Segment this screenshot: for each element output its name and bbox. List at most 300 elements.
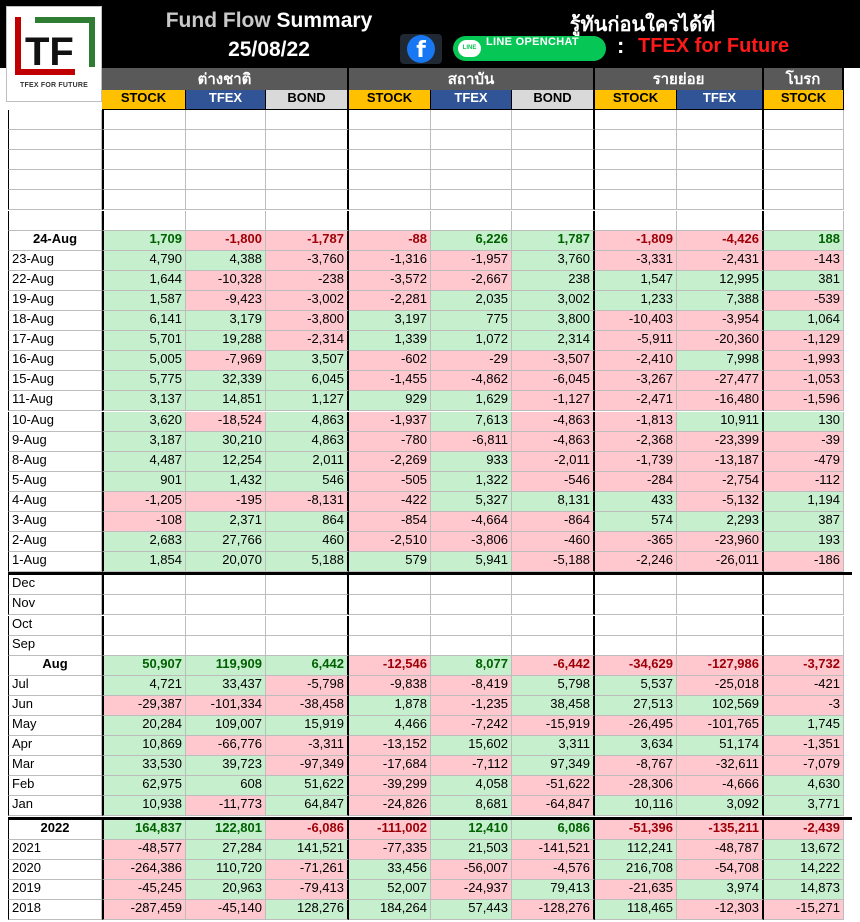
value-cell: -29	[431, 351, 512, 371]
value-cell: 7,998	[677, 351, 764, 371]
row-label: 3-Aug	[8, 512, 102, 532]
value-cell	[512, 170, 595, 190]
value-cell: 12,254	[186, 452, 266, 472]
value-cell	[186, 110, 266, 130]
row-label: 15-Aug	[8, 371, 102, 391]
value-cell: 460	[266, 532, 349, 552]
value-cell: 381	[764, 271, 844, 291]
value-cell: -13,152	[349, 736, 431, 756]
value-cell: -2,281	[349, 291, 431, 311]
value-cell: -24,937	[431, 880, 512, 900]
value-cell: -32,611	[677, 756, 764, 776]
value-cell: 38,458	[512, 696, 595, 716]
value-cell: 2,293	[677, 512, 764, 532]
value-cell	[764, 170, 844, 190]
value-cell: 20,284	[102, 716, 186, 736]
value-cell: -11,773	[186, 796, 266, 816]
title-word-summary: Summary	[276, 9, 373, 32]
value-cell	[512, 636, 595, 656]
table-row	[8, 412, 852, 432]
value-cell	[764, 110, 844, 130]
value-cell: 6,226	[431, 231, 512, 251]
value-cell: 4,630	[764, 776, 844, 796]
value-cell: -6,045	[512, 371, 595, 391]
value-cell	[266, 110, 349, 130]
value-cell: 13,672	[764, 840, 844, 860]
value-cell: 7,388	[677, 291, 764, 311]
value-cell: -26,011	[677, 552, 764, 572]
value-cell: 1,322	[431, 472, 512, 492]
row-label	[8, 170, 102, 190]
value-cell: 1,709	[102, 231, 186, 251]
value-cell	[595, 636, 677, 656]
value-cell	[431, 636, 512, 656]
value-cell: -505	[349, 472, 431, 492]
value-cell: -864	[512, 512, 595, 532]
value-cell	[595, 211, 677, 231]
value-cell: -7,079	[764, 756, 844, 776]
value-cell: -195	[186, 492, 266, 512]
value-cell: 3,620	[102, 412, 186, 432]
value-cell: 3,507	[266, 351, 349, 371]
value-cell: 52,007	[349, 880, 431, 900]
value-cell: 238	[512, 271, 595, 291]
value-cell: -3,572	[349, 271, 431, 291]
value-cell: 433	[595, 492, 677, 512]
value-cell: 2,314	[512, 331, 595, 351]
value-cell: -141,521	[512, 840, 595, 860]
value-cell: -780	[349, 432, 431, 452]
value-cell: 4,721	[102, 676, 186, 696]
row-label: 24-Aug	[8, 231, 102, 251]
value-cell: -111,002	[349, 820, 431, 840]
value-cell: 3,187	[102, 432, 186, 452]
value-cell: -3,267	[595, 371, 677, 391]
row-label: 9-Aug	[8, 432, 102, 452]
value-cell: 33,530	[102, 756, 186, 776]
value-cell	[431, 110, 512, 130]
value-cell: 5,005	[102, 351, 186, 371]
value-cell: 1,064	[764, 311, 844, 331]
value-cell: -17,684	[349, 756, 431, 776]
table-row	[8, 211, 852, 231]
value-cell: -4,863	[512, 412, 595, 432]
value-cell: 387	[764, 512, 844, 532]
table-row	[8, 736, 852, 756]
value-cell: 14,851	[186, 391, 266, 411]
value-cell: 32,339	[186, 371, 266, 391]
value-cell: -6,086	[266, 820, 349, 840]
value-cell	[764, 636, 844, 656]
row-label: 2018	[8, 900, 102, 920]
value-cell: 102,569	[677, 696, 764, 716]
value-cell: 5,701	[102, 331, 186, 351]
value-cell: -5,911	[595, 331, 677, 351]
column-header-bond-1: BOND	[512, 90, 595, 110]
value-cell: -3,507	[512, 351, 595, 371]
value-cell: 1,233	[595, 291, 677, 311]
value-cell: 130	[764, 412, 844, 432]
line-chat-icon: LINE	[458, 40, 481, 57]
value-cell	[677, 170, 764, 190]
table-row	[8, 776, 852, 796]
value-cell: -9,423	[186, 291, 266, 311]
value-cell	[349, 636, 431, 656]
row-label: 2021	[8, 840, 102, 860]
value-cell	[512, 150, 595, 170]
value-cell: -127,986	[677, 656, 764, 676]
row-label	[8, 211, 102, 231]
value-cell: 3,974	[677, 880, 764, 900]
value-cell: -1,739	[595, 452, 677, 472]
column-header-stock-2: STOCK	[595, 90, 677, 110]
value-cell	[595, 190, 677, 210]
value-cell: 109,007	[186, 716, 266, 736]
value-cell	[266, 211, 349, 231]
value-cell	[431, 575, 512, 595]
value-cell	[764, 575, 844, 595]
table-row	[8, 432, 852, 452]
value-cell	[186, 150, 266, 170]
value-cell: -2,471	[595, 391, 677, 411]
value-cell: 128,276	[266, 900, 349, 920]
value-cell: -27,477	[677, 371, 764, 391]
table-row	[8, 110, 852, 130]
value-cell	[349, 595, 431, 615]
row-label: Dec	[8, 575, 102, 595]
value-cell: -1,316	[349, 251, 431, 271]
value-cell: -460	[512, 532, 595, 552]
line-openchat-button[interactable]	[453, 36, 606, 61]
row-label: 23-Aug	[8, 251, 102, 271]
value-cell: 1,787	[512, 231, 595, 251]
row-label: 2-Aug	[8, 532, 102, 552]
row-label: Jul	[8, 676, 102, 696]
colon-separator: :	[617, 33, 625, 58]
value-cell: -3	[764, 696, 844, 716]
value-cell: -38,458	[266, 696, 349, 716]
value-cell: -1,129	[764, 331, 844, 351]
value-cell: -4,576	[512, 860, 595, 880]
value-cell: 3,002	[512, 291, 595, 311]
value-cell: 64,847	[266, 796, 349, 816]
value-cell: -539	[764, 291, 844, 311]
value-cell	[677, 150, 764, 170]
table-row	[8, 150, 852, 170]
value-cell	[431, 616, 512, 636]
value-cell: -16,480	[677, 391, 764, 411]
value-cell	[431, 130, 512, 150]
table-row	[8, 190, 852, 210]
value-cell: -9,838	[349, 676, 431, 696]
value-cell	[349, 190, 431, 210]
value-cell: 122,801	[186, 820, 266, 840]
value-cell	[677, 190, 764, 210]
row-label: May	[8, 716, 102, 736]
value-cell	[349, 170, 431, 190]
value-cell: 574	[595, 512, 677, 532]
table-row	[8, 251, 852, 271]
value-cell: 2,371	[186, 512, 266, 532]
value-cell: -3,806	[431, 532, 512, 552]
row-label: 19-Aug	[8, 291, 102, 311]
value-cell	[512, 130, 595, 150]
value-cell	[431, 595, 512, 615]
row-label: 2020	[8, 860, 102, 880]
table-row	[8, 840, 852, 860]
value-cell: 50,907	[102, 656, 186, 676]
value-cell: 1,432	[186, 472, 266, 492]
value-cell: -34,629	[595, 656, 677, 676]
row-label: 2022	[8, 820, 102, 840]
column-header-stock-0: STOCK	[102, 90, 186, 110]
value-cell: 2,683	[102, 532, 186, 552]
table-row	[8, 532, 852, 552]
value-cell: -20,360	[677, 331, 764, 351]
group-header-2: รายย่อย	[595, 68, 764, 90]
value-cell: -8,767	[595, 756, 677, 776]
value-cell: 39,723	[186, 756, 266, 776]
table-row	[8, 616, 852, 636]
value-cell: 3,137	[102, 391, 186, 411]
group-header-0: ต่างชาติ	[102, 68, 349, 90]
value-cell: -2,439	[764, 820, 844, 840]
row-label: 16-Aug	[8, 351, 102, 371]
table-row	[8, 756, 852, 776]
value-cell: 30,210	[186, 432, 266, 452]
row-label: Feb	[8, 776, 102, 796]
value-cell: -3,331	[595, 251, 677, 271]
value-cell: 8,681	[431, 796, 512, 816]
row-label	[8, 130, 102, 150]
value-cell: -421	[764, 676, 844, 696]
value-cell: -29,387	[102, 696, 186, 716]
value-cell: -101,334	[186, 696, 266, 716]
line-openchat-label: LINE OPENCHAT	[486, 36, 579, 48]
value-cell: -66,776	[186, 736, 266, 756]
value-cell: -602	[349, 351, 431, 371]
value-cell: 62,975	[102, 776, 186, 796]
value-cell: -6,811	[431, 432, 512, 452]
value-cell: -422	[349, 492, 431, 512]
value-cell	[431, 170, 512, 190]
row-label	[8, 150, 102, 170]
value-cell: -12,546	[349, 656, 431, 676]
value-cell: -5,798	[266, 676, 349, 696]
value-cell	[595, 616, 677, 636]
value-cell: -128,276	[512, 900, 595, 920]
value-cell: 4,466	[349, 716, 431, 736]
table-row	[8, 575, 852, 595]
value-cell: -1,596	[764, 391, 844, 411]
row-label: 2019	[8, 880, 102, 900]
table-row	[8, 880, 852, 900]
group-header-3: โบรก	[764, 68, 844, 90]
value-cell: -3,311	[266, 736, 349, 756]
value-cell	[349, 211, 431, 231]
value-cell: -3,954	[677, 311, 764, 331]
value-cell: 3,197	[349, 311, 431, 331]
value-cell: -4,863	[512, 432, 595, 452]
value-cell	[677, 616, 764, 636]
value-cell	[431, 211, 512, 231]
value-cell: 4,388	[186, 251, 266, 271]
value-cell: 546	[266, 472, 349, 492]
value-cell: 10,938	[102, 796, 186, 816]
value-cell	[266, 130, 349, 150]
value-cell	[266, 636, 349, 656]
value-cell: 2,035	[431, 291, 512, 311]
value-cell: -2,431	[677, 251, 764, 271]
value-cell: -10,328	[186, 271, 266, 291]
value-cell	[102, 170, 186, 190]
value-cell: 5,327	[431, 492, 512, 512]
value-cell: 1,854	[102, 552, 186, 572]
value-cell: 51,174	[677, 736, 764, 756]
value-cell	[349, 616, 431, 636]
value-cell: 118,465	[595, 900, 677, 920]
brand-name: TFEX for Future	[638, 35, 790, 57]
table-row	[8, 796, 852, 816]
table-row	[8, 351, 852, 371]
value-cell: -7,242	[431, 716, 512, 736]
row-label: Oct	[8, 616, 102, 636]
value-cell	[595, 110, 677, 130]
value-cell	[186, 170, 266, 190]
value-cell	[186, 130, 266, 150]
value-cell	[512, 616, 595, 636]
value-cell	[186, 575, 266, 595]
table-row	[8, 271, 852, 291]
value-cell: 4,058	[431, 776, 512, 796]
value-cell: -1,455	[349, 371, 431, 391]
row-label: 17-Aug	[8, 331, 102, 351]
value-cell: 3,179	[186, 311, 266, 331]
value-cell: 79,413	[512, 880, 595, 900]
table-row	[8, 595, 852, 615]
value-cell: 27,766	[186, 532, 266, 552]
value-cell: -2,368	[595, 432, 677, 452]
value-cell: -1,235	[431, 696, 512, 716]
value-cell: -186	[764, 552, 844, 572]
value-cell	[102, 575, 186, 595]
value-cell	[349, 575, 431, 595]
table-row	[8, 291, 852, 311]
value-cell: -2,510	[349, 532, 431, 552]
row-label: 1-Aug	[8, 552, 102, 572]
value-cell: 21,503	[431, 840, 512, 860]
value-cell: -1,351	[764, 736, 844, 756]
value-cell	[764, 211, 844, 231]
value-cell: -23,960	[677, 532, 764, 552]
value-cell: -10,403	[595, 311, 677, 331]
value-cell: 184,264	[349, 900, 431, 920]
value-cell: -56,007	[431, 860, 512, 880]
value-cell	[595, 170, 677, 190]
table-row	[8, 391, 852, 411]
value-cell: -546	[512, 472, 595, 492]
row-label: Sep	[8, 636, 102, 656]
value-cell: -143	[764, 251, 844, 271]
table-row	[8, 656, 852, 676]
value-cell	[266, 575, 349, 595]
value-cell: 14,222	[764, 860, 844, 880]
value-cell: 51,622	[266, 776, 349, 796]
column-header-tfex-0: TFEX	[186, 90, 266, 110]
value-cell: 1,644	[102, 271, 186, 291]
value-cell: 164,837	[102, 820, 186, 840]
page-title	[160, 9, 378, 33]
title-word-fund-flow: Fund Flow	[165, 9, 271, 32]
value-cell: -2,314	[266, 331, 349, 351]
table-row	[8, 371, 852, 391]
row-label: 5-Aug	[8, 472, 102, 492]
row-label: Jun	[8, 696, 102, 716]
table-row	[8, 820, 852, 840]
table-row	[8, 331, 852, 351]
value-cell: -238	[266, 271, 349, 291]
value-cell: 2,011	[266, 452, 349, 472]
value-cell: 6,141	[102, 311, 186, 331]
group-header-1: สถาบัน	[349, 68, 595, 90]
value-cell	[595, 595, 677, 615]
value-cell: -5,188	[512, 552, 595, 572]
logo-caption: TFEX FOR FUTURE	[20, 82, 88, 89]
value-cell: 6,442	[266, 656, 349, 676]
value-cell: -45,140	[186, 900, 266, 920]
value-cell	[677, 130, 764, 150]
value-cell	[266, 150, 349, 170]
value-cell: 775	[431, 311, 512, 331]
table-row	[8, 636, 852, 656]
value-cell: 4,863	[266, 412, 349, 432]
value-cell: -4,666	[677, 776, 764, 796]
value-cell: 4,487	[102, 452, 186, 472]
value-cell: -71,261	[266, 860, 349, 880]
value-cell: -39	[764, 432, 844, 452]
row-label: Nov	[8, 595, 102, 615]
row-label: Jan	[8, 796, 102, 816]
table-row	[8, 512, 852, 532]
value-cell	[431, 150, 512, 170]
facebook-icon[interactable]	[400, 34, 442, 64]
value-cell	[266, 190, 349, 210]
row-label: 18-Aug	[8, 311, 102, 331]
value-cell: 5,775	[102, 371, 186, 391]
value-cell	[266, 595, 349, 615]
value-cell	[102, 211, 186, 231]
value-cell: 4,790	[102, 251, 186, 271]
value-cell: -7,112	[431, 756, 512, 776]
value-cell	[102, 190, 186, 210]
value-cell: 929	[349, 391, 431, 411]
value-cell: -3,800	[266, 311, 349, 331]
value-cell	[764, 190, 844, 210]
value-cell: 1,072	[431, 331, 512, 351]
value-cell	[677, 636, 764, 656]
value-cell: 5,188	[266, 552, 349, 572]
value-cell: -3,732	[764, 656, 844, 676]
value-cell: 10,911	[677, 412, 764, 432]
value-cell: -2,011	[512, 452, 595, 472]
value-cell	[102, 150, 186, 170]
value-cell: 27,284	[186, 840, 266, 860]
value-cell	[512, 575, 595, 595]
value-cell: -26,495	[595, 716, 677, 736]
value-cell: -25,018	[677, 676, 764, 696]
value-cell	[102, 595, 186, 615]
value-cell	[266, 616, 349, 636]
